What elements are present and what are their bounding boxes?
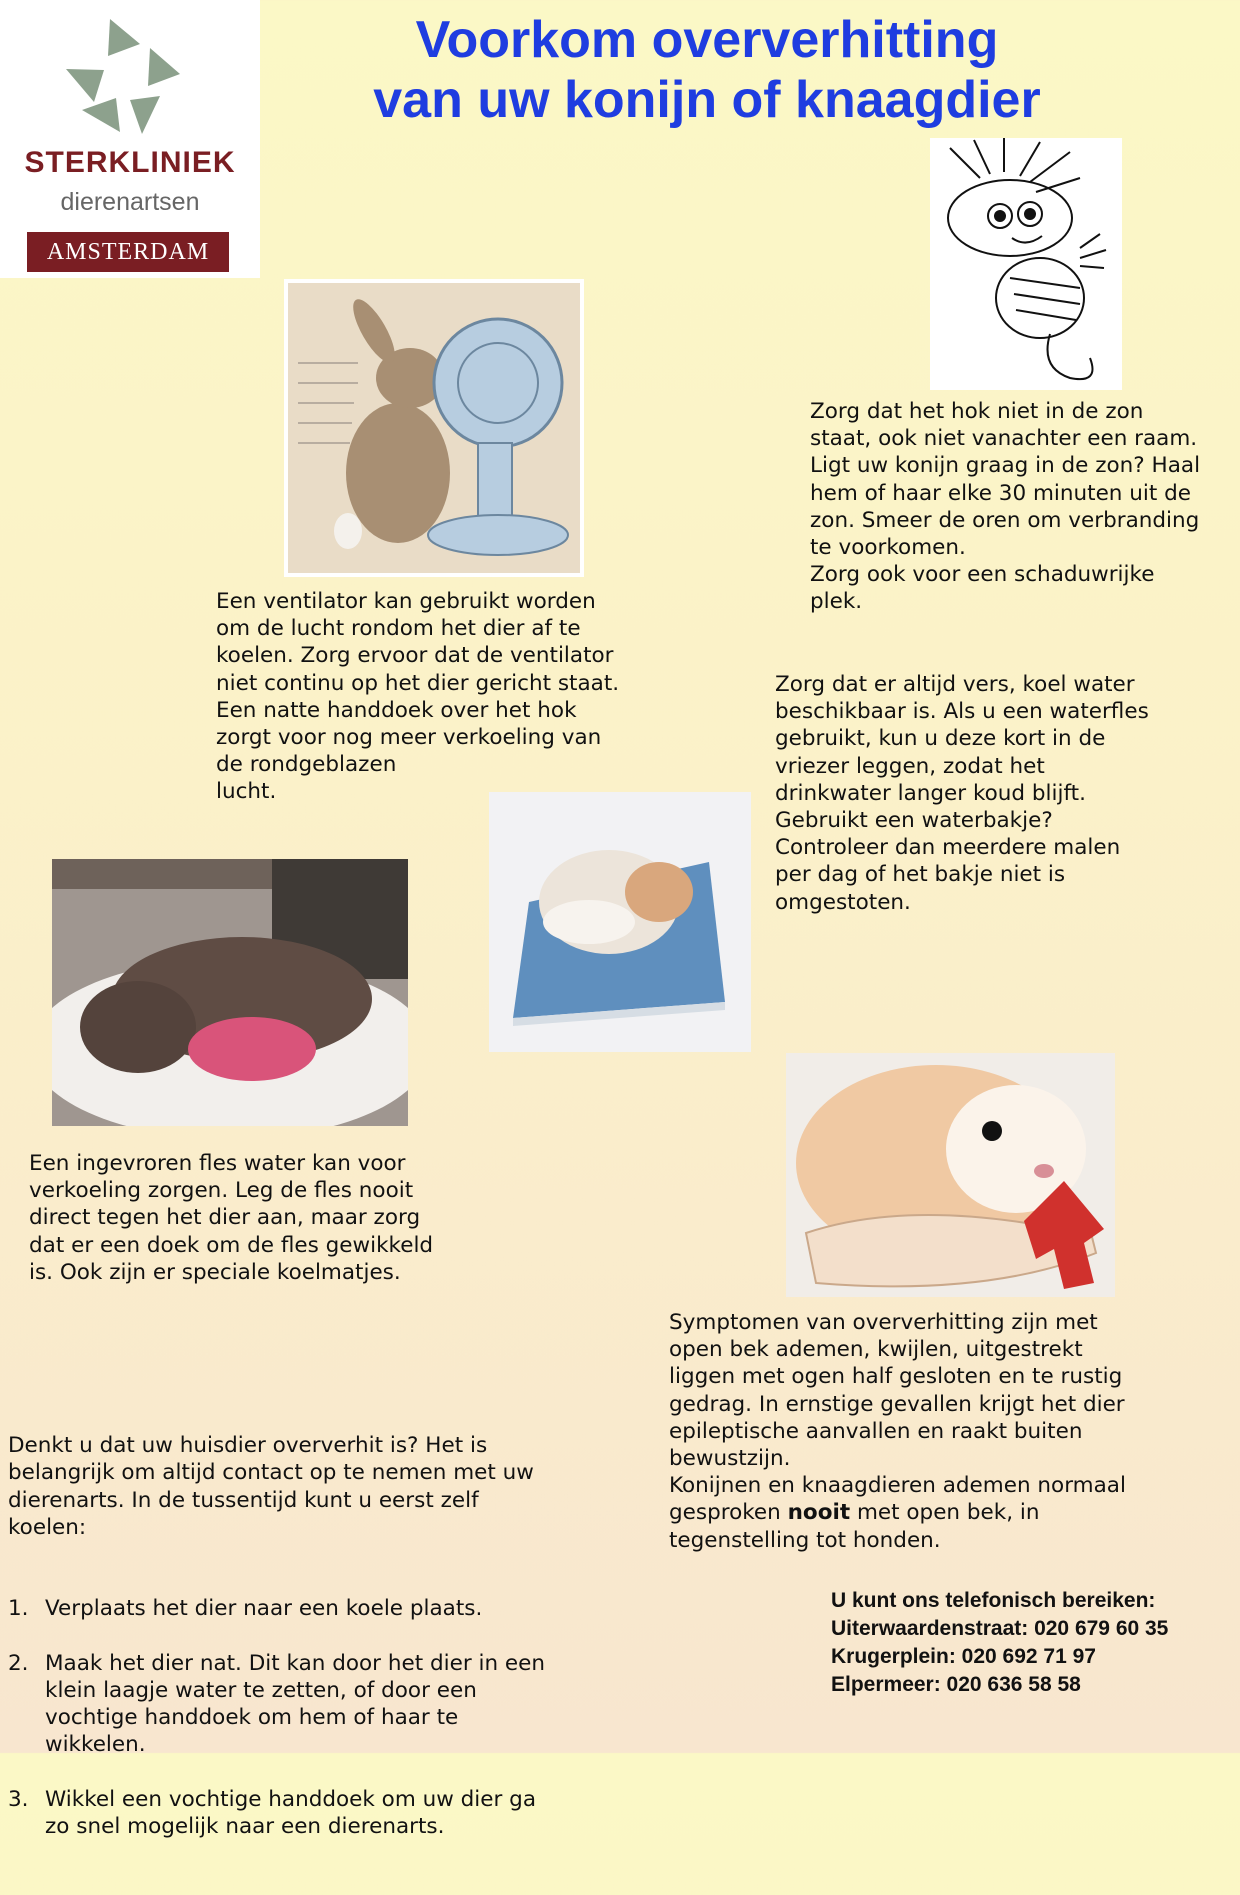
- symptoms-text-end: met open bek, in tegenstelling tot honden.: [669, 1500, 1040, 1553]
- clinic-logo: [0, 0, 260, 278]
- contact-heading: U kunt ons telefonisch bereiken:: [831, 1589, 1156, 1612]
- first-aid-item: [8, 1786, 598, 1840]
- star-logo-icon: [58, 14, 188, 144]
- cartoon-rodent-image: [930, 138, 1122, 390]
- contact-phone-line[interactable]: Elpermeer: 020 636 58 58: [831, 1673, 1081, 1696]
- frozen-bottle-tip-text: Een ingevroren fles water kan voor verkoeling zorgen. Leg de fles nooit direct tegen het dier aan, maar zorg dat er een doek om de fles gewikkeld is. Ook zijn er speciale koelmatjes.: [29, 1151, 434, 1285]
- first-aid-item-number: 3.: [8, 1786, 29, 1812]
- contact-phone-line[interactable]: Krugerplein: 020 692 71 97: [831, 1645, 1096, 1668]
- symptoms-emphasis: nooit: [787, 1500, 851, 1526]
- title-line-1: Voorkom oververhitting: [415, 11, 999, 69]
- first-aid-item-number: 1.: [8, 1596, 29, 1622]
- first-aid-item-text: Verplaats het dier naar een koele plaats.: [45, 1596, 483, 1622]
- page-title: [262, 10, 1152, 130]
- first-aid-list: [8, 1568, 598, 1867]
- water-tip-text: Zorg dat er altijd vers, koel water beschikbaar is. Als u een waterfles gebruikt, kun u deze kort in de vriezer leggen, zodat het drinkwater langer koud blijft. Gebruikt een waterbakje? Controleer dan meerdere malen per dag of het bakje niet is omgestoten.: [775, 672, 1149, 915]
- guinea-pig-diagram-image: [786, 1053, 1115, 1297]
- title-line-2: van uw konijn of knaagdier: [373, 71, 1041, 129]
- brand-city: AMSTERDAM: [27, 232, 229, 272]
- fan-tip-text: Een ventilator kan gebruikt worden om de lucht rondom het dier af te koelen. Zorg ervoor dat de ventilator niet continu op het dier gericht staat. Een natte handdoek over het hok zorgt voor nog meer verkoeling van de rondgeblazen lucht.: [216, 589, 620, 805]
- sun-tip-text: Zorg dat het hok niet in de zon staat, ook niet vanachter een raam. Ligt uw konijn graag in de zon? Haal hem of haar elke 30 minuten uit de zon. Smeer de oren om verbranding te voorkomen. Zorg ook voor een schaduwrijke plek.: [810, 399, 1201, 615]
- first-aid-item-text: Wikkel een vochtige handdoek om uw dier ga zo snel mogelijk naar een dierenarts.: [45, 1786, 536, 1840]
- first-aid-item: [8, 1650, 598, 1759]
- first-aid-item-number: 2.: [8, 1650, 29, 1676]
- first-aid-item: [8, 1595, 598, 1622]
- symptoms-text: [669, 1309, 1189, 1554]
- rabbit-cooling-pad-image: [52, 859, 408, 1126]
- bunny-fan-image: [284, 279, 584, 577]
- first-aid-intro: Denkt u dat uw huisdier oververhit is? Het is belangrijk om altijd contact op te nemen met uw dierenarts. In de tussentijd kunt u eerst zelf koelen:: [8, 1433, 534, 1540]
- symptoms-text-main: Symptomen van oververhitting zijn met open bek ademen, kwijlen, uitgestrekt liggen met ogen half gesloten en te rustig gedrag. In ernstige gevallen krijgt het dier epileptische aanvallen en raakt buiten bewustzijn. Konijnen en knaagdieren ademen normaal gesproken: [669, 1310, 1126, 1526]
- first-aid-section: [8, 1405, 598, 1895]
- hamster-cooling-plate-image: [489, 792, 751, 1052]
- contact-phone-line[interactable]: Uiterwaardenstraat: 020 679 60 35: [831, 1617, 1169, 1640]
- brand-name: STERKLINIEK: [24, 146, 236, 179]
- first-aid-item-text: Maak het dier nat. Dit kan door het dier in een klein laagje water te zetten, of door een vochtige handdoek om hem of haar te wikkelen.: [45, 1650, 546, 1758]
- contact-block: [831, 1587, 1168, 1699]
- brand-subtitle: dierenartsen: [60, 188, 200, 216]
